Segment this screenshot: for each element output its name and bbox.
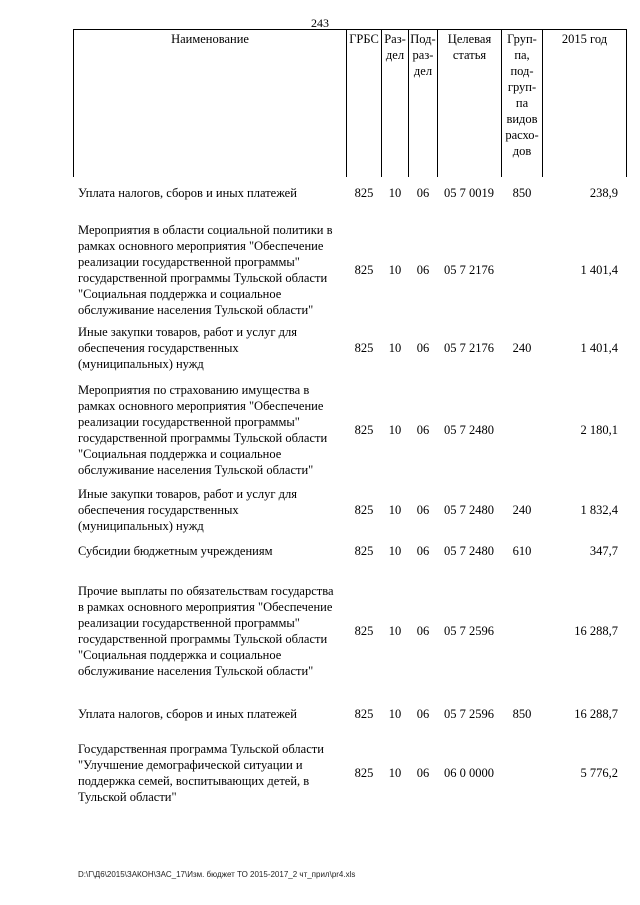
file-path-footer: D:\Г\Д6\2015\ЗАКОН\ЗАС_17\Изм. бюджет ТО 2015-2017_2 чт_прил\pr4.xls bbox=[78, 870, 356, 879]
col-divider bbox=[73, 29, 74, 177]
table-row bbox=[0, 741, 640, 805]
col-divider bbox=[542, 29, 543, 177]
header-razdel: Раз- дел bbox=[384, 32, 406, 62]
row-amount: 16 288,7 bbox=[574, 707, 618, 721]
row-name: Прочие выплаты по обязательствам государства в рамках основного мероприятия "Обеспечение реализации государственной программы" государственной программы Тульской области "Социальная поддержка и социальное обслуживание населения Тульской области" bbox=[78, 584, 334, 678]
row-name: Мероприятия в области социальной политики в рамках основного мероприятия "Обеспечение реализации государственной программы" государственной программы Тульской области "Социальная поддержка и социальное обслуживание населения Тульской области" bbox=[78, 223, 333, 317]
row-celevaya-statya: 05 7 2480 bbox=[444, 544, 494, 558]
table-row bbox=[0, 185, 640, 201]
row-amount: 1 832,4 bbox=[580, 503, 618, 517]
col-divider bbox=[626, 29, 627, 177]
row-amount: 238,9 bbox=[589, 186, 618, 200]
row-celevaya-statya: 05 7 2480 bbox=[444, 423, 494, 437]
table-row bbox=[0, 543, 640, 559]
row-name: Государственная программа Тульской области "Улучшение демографической ситуации и поддержка семей, воспитывающих детей, в Тульской области" bbox=[78, 742, 324, 804]
header-gruppa-vidov-rashodov: Груп- па, под- груп- па видов расхо- дов bbox=[505, 32, 539, 158]
row-podrazdel: 06 bbox=[416, 503, 430, 517]
row-grbs: 825 bbox=[354, 341, 374, 355]
row-amount: 347,7 bbox=[589, 544, 618, 558]
row-celevaya-statya: 05 7 2480 bbox=[444, 503, 494, 517]
row-celevaya-statya: 05 7 2176 bbox=[444, 263, 494, 277]
row-name: Субсидии бюджетным учреждениям bbox=[78, 544, 273, 558]
row-podrazdel: 06 bbox=[416, 186, 430, 200]
col-divider bbox=[346, 29, 347, 177]
row-podrazdel: 06 bbox=[416, 341, 430, 355]
row-celevaya-statya: 06 0 0000 bbox=[444, 766, 494, 780]
row-amount: 1 401,4 bbox=[580, 263, 618, 277]
row-razdel: 10 bbox=[388, 341, 402, 355]
header-name: Наименование bbox=[171, 32, 249, 46]
row-vid-rashodov: 240 bbox=[512, 503, 532, 517]
row-grbs: 825 bbox=[354, 624, 374, 638]
row-celevaya-statya: 05 7 0019 bbox=[444, 186, 494, 200]
row-grbs: 825 bbox=[354, 707, 374, 721]
row-name: Иные закупки товаров, работ и услуг для обеспечения государственных (муниципальных) нужд bbox=[78, 325, 298, 371]
row-razdel: 10 bbox=[388, 707, 402, 721]
row-name: Мероприятия по страхованию имущества в рамках основного мероприятия "Обеспечение реализации государственной программы" государственной программы Тульской области "Социальная поддержка и социальное обслуживание населения Тульской области" bbox=[78, 383, 328, 477]
row-name: Уплата налогов, сборов и иных платежей bbox=[78, 707, 297, 721]
row-name: Иные закупки товаров, работ и услуг для обеспечения государственных (муниципальных) нужд bbox=[78, 487, 298, 533]
row-amount: 2 180,1 bbox=[580, 423, 618, 437]
row-grbs: 825 bbox=[354, 263, 374, 277]
row-podrazdel: 06 bbox=[416, 263, 430, 277]
row-razdel: 10 bbox=[388, 186, 402, 200]
row-name: Уплата налогов, сборов и иных платежей bbox=[78, 186, 297, 200]
row-grbs: 825 bbox=[354, 766, 374, 780]
header-podrazdel: Под- раз- дел bbox=[410, 32, 436, 78]
header-grbs: ГРБС bbox=[349, 32, 379, 46]
header-top-border bbox=[73, 29, 626, 30]
row-grbs: 825 bbox=[354, 503, 374, 517]
row-podrazdel: 06 bbox=[416, 707, 430, 721]
table-row bbox=[0, 222, 640, 318]
row-podrazdel: 06 bbox=[416, 423, 430, 437]
row-podrazdel: 06 bbox=[416, 624, 430, 638]
table-row bbox=[0, 382, 640, 478]
row-grbs: 825 bbox=[354, 544, 374, 558]
row-amount: 1 401,4 bbox=[580, 341, 618, 355]
row-podrazdel: 06 bbox=[416, 544, 430, 558]
page-number: 243 bbox=[311, 16, 329, 30]
row-razdel: 10 bbox=[388, 263, 402, 277]
row-amount: 16 288,7 bbox=[574, 624, 618, 638]
row-razdel: 10 bbox=[388, 503, 402, 517]
row-amount: 5 776,2 bbox=[580, 766, 618, 780]
row-vid-rashodov: 850 bbox=[512, 707, 532, 721]
row-celevaya-statya: 05 7 2596 bbox=[444, 707, 494, 721]
row-razdel: 10 bbox=[388, 423, 402, 437]
table-row bbox=[0, 583, 640, 679]
row-celevaya-statya: 05 7 2596 bbox=[444, 624, 494, 638]
table-row bbox=[0, 486, 640, 534]
table-row bbox=[0, 324, 640, 372]
row-vid-rashodov: 850 bbox=[512, 186, 532, 200]
row-podrazdel: 06 bbox=[416, 766, 430, 780]
row-grbs: 825 bbox=[354, 423, 374, 437]
row-razdel: 10 bbox=[388, 544, 402, 558]
header-celevaya-statya: Целевая статья bbox=[447, 32, 492, 62]
row-celevaya-statya: 05 7 2176 bbox=[444, 341, 494, 355]
table-row bbox=[0, 706, 640, 722]
header-year: 2015 год bbox=[561, 32, 608, 46]
row-vid-rashodov: 240 bbox=[512, 341, 532, 355]
row-vid-rashodov: 610 bbox=[512, 544, 532, 558]
row-razdel: 10 bbox=[388, 766, 402, 780]
row-grbs: 825 bbox=[354, 186, 374, 200]
row-razdel: 10 bbox=[388, 624, 402, 638]
